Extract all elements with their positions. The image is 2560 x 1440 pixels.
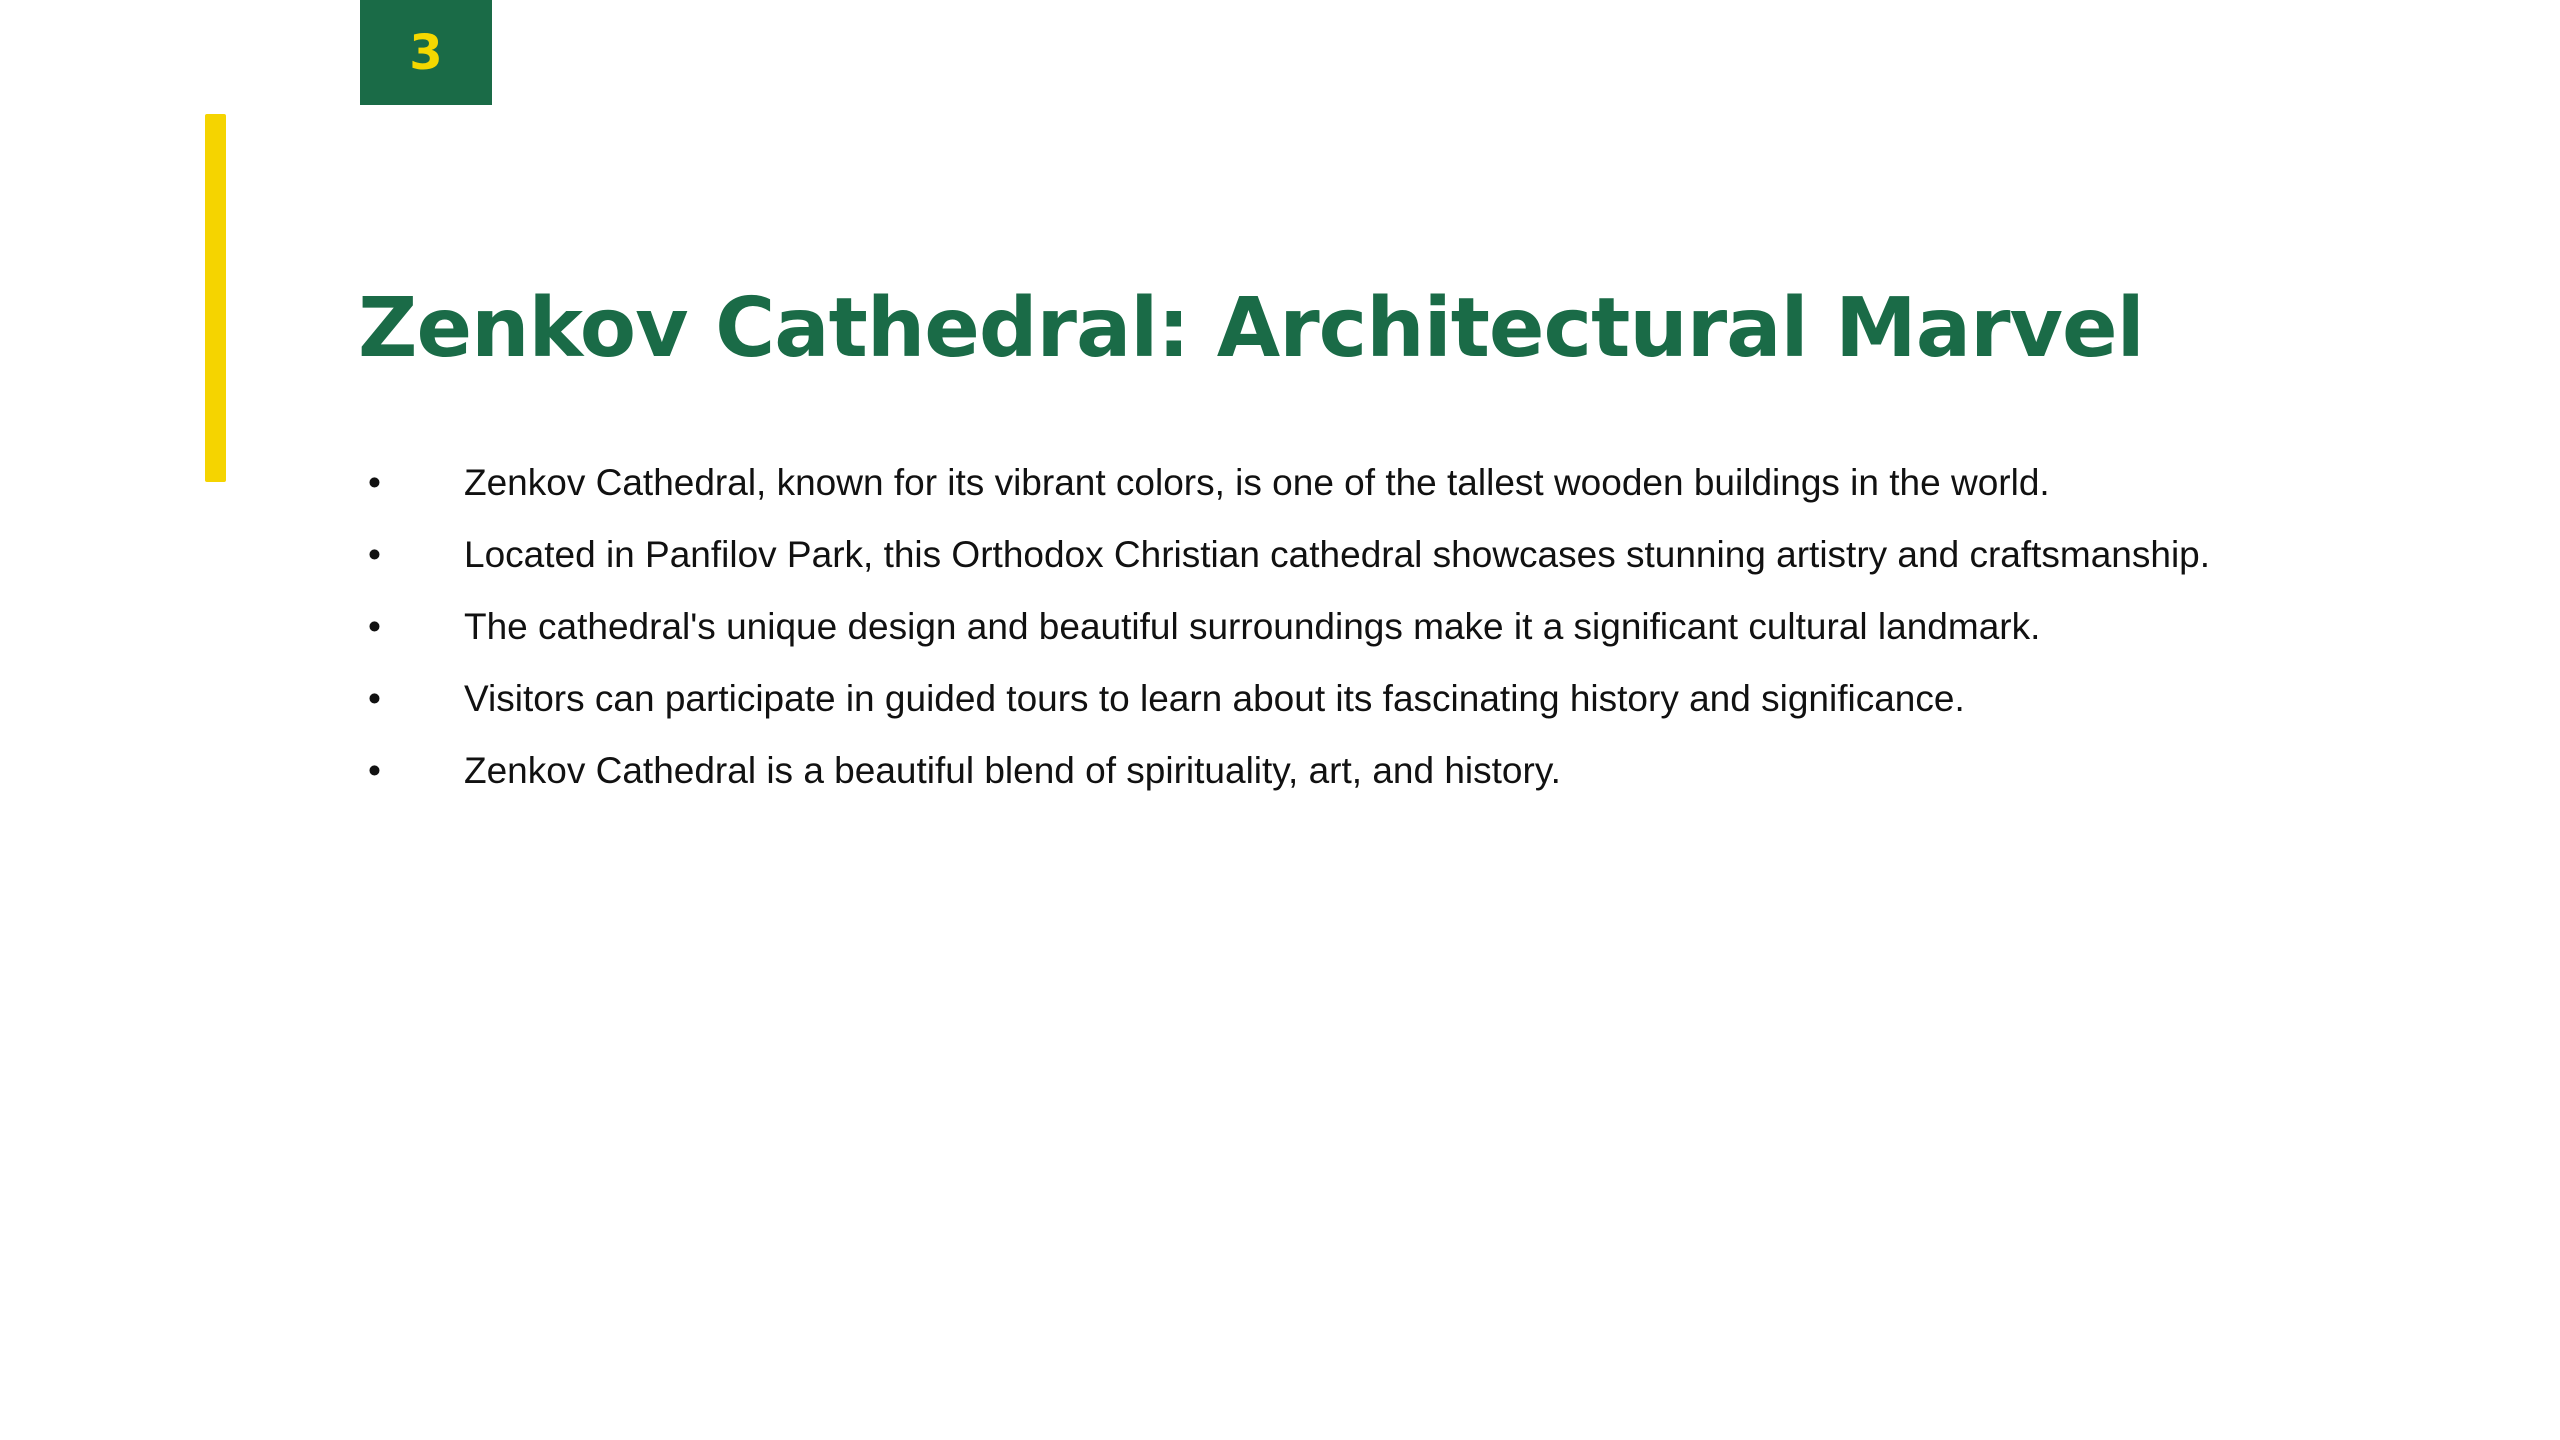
bullet-item [360,606,2460,678]
bullet-text: The cathedral's unique design and beautiful surroundings make it a significant cultural landmark. [464,606,2041,647]
bullet-text: Visitors can participate in guided tours to learn about its fascinating history and significance. [464,678,1965,719]
bullet-marker: • [368,678,381,719]
bullet-item [360,750,2460,822]
bullet-marker: • [368,750,381,791]
accent-bar [205,114,226,482]
bullet-marker: • [368,462,381,503]
slide-number-badge [360,0,492,105]
slide-number: 3 [409,24,443,81]
bullet-marker: • [368,606,381,647]
bullet-item [360,678,2460,750]
bullet-item [360,534,2460,606]
slide-title: Zenkov Cathedral: Architectural Marvel [358,281,2144,376]
bullet-text: Zenkov Cathedral is a beautiful blend of spirituality, art, and history. [464,750,1561,791]
bullet-text: Located in Panfilov Park, this Orthodox Christian cathedral showcases stunning artistry and craftsmanship. [464,534,2211,575]
bullet-item [360,462,2460,534]
bullet-list [360,462,2460,822]
bullet-marker: • [368,534,381,575]
bullet-text: Zenkov Cathedral, known for its vibrant colors, is one of the tallest wooden buildings in the world. [464,462,2050,503]
